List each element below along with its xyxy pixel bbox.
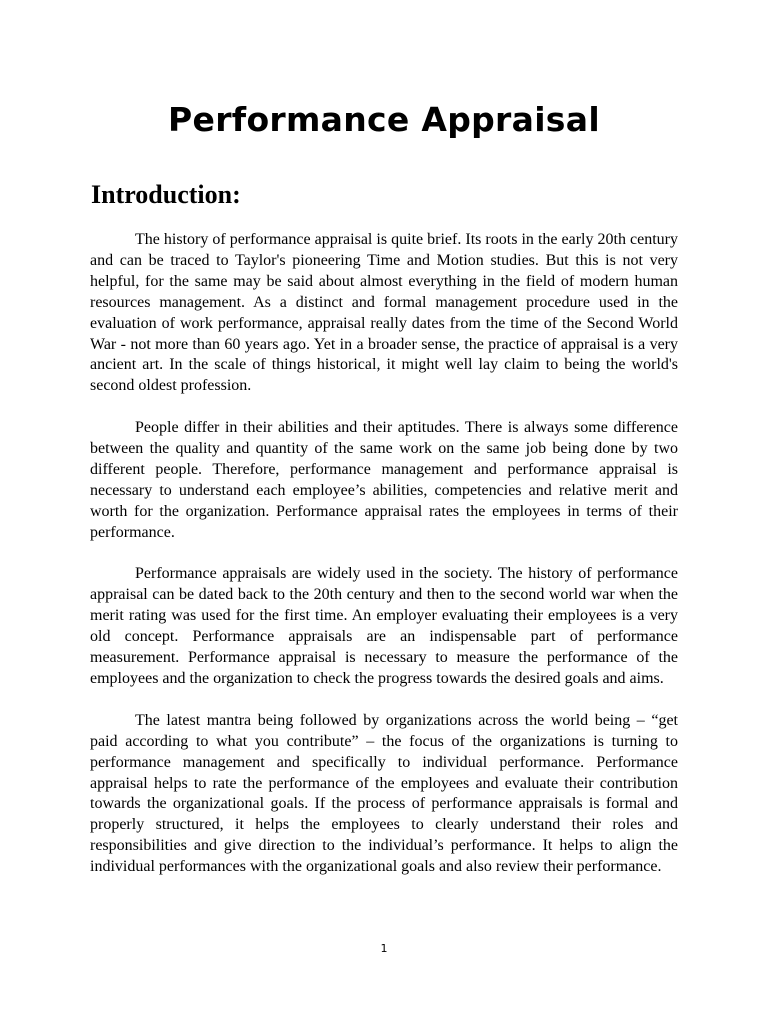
paragraph: The latest mantra being followed by organizations across the world being – “get paid according to what you contribute” – the focus of the organizations is turning to performance management and specifically to individual performance. Performance appraisal helps to rate the performance of the employees and evaluate their contribution towards the organizational goals. If the process of performance appraisals is formal and properly structured, it helps the employees to clearly understand their roles and responsibilities and give direction to the individual’s performance. It helps to align the individual performances with the organizational goals and also review their performance. xyxy=(90,711,678,876)
paragraph: People differ in their abilities and their aptitudes. There is always some difference between the quality and quantity of the same work on the same job being done by two different people. Therefore, performance management and performance appraisal is necessary to understand each employee’s abilities, competencies and relative merit and worth for the organization. Performance appraisal rates the employees in terms of their performance. xyxy=(90,419,678,541)
body-text xyxy=(90,230,678,899)
page-title: Performance Appraisal xyxy=(168,100,600,139)
paragraph: Performance appraisals are widely used in the society. The history of performance appraisal can be dated back to the 20th century and then to the second world war when the merit rating was used for the first time. An employer evaluating their employees is a very old concept. Performance appraisals are an indispensable part of performance measurement. Performance appraisal is necessary to measure the performance of the employees and the organization to check the progress towards the desired goals and aims. xyxy=(90,565,678,687)
paragraph: The history of performance appraisal is quite brief. Its roots in the early 20th century and can be traced to Taylor's pioneering Time and Motion studies. But this is not very helpful, for the same may be said about almost everything in the field of modern human resources management. As a distinct and formal management procedure used in the evaluation of work performance, appraisal really dates from the time of the Second World War - not more than 60 years ago. Yet in a broader sense, the practice of appraisal is a very ancient art. In the scale of things historical, it might well lay claim to being the world's second oldest profession. xyxy=(90,231,678,395)
section-heading: Introduction: xyxy=(91,180,241,209)
page-number: 1 xyxy=(380,942,388,955)
